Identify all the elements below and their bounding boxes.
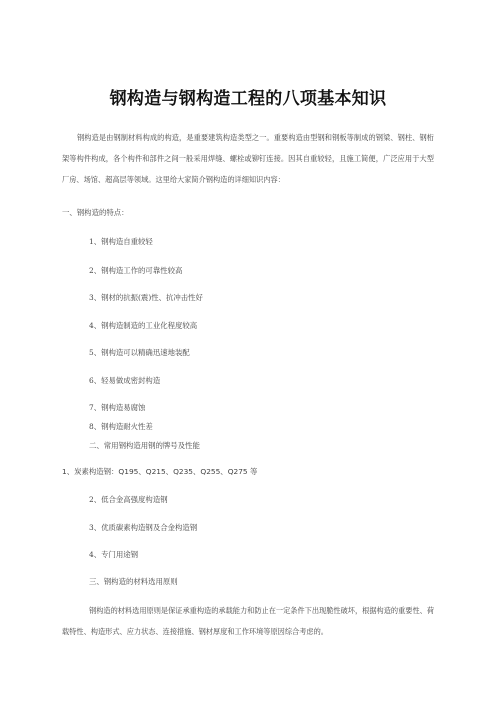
list-item: 4、钢构造制造的工业化程度较高 — [89, 321, 198, 330]
list-item: 3、钢材的抗振(震)性、抗冲击性好 — [89, 293, 203, 302]
section-2-heading: 二、常用钢构造用钢的牌号及性能 — [89, 441, 200, 450]
list-item: 1、炭素构造钢：Q195、Q215、Q235、Q255、Q275 等 — [62, 467, 258, 476]
list-item: 2、低合金高强度构造钢 — [89, 495, 168, 504]
list-item: 5、钢构造可以精确迅速地装配 — [89, 348, 190, 357]
section-1-heading: 一、钢构造的特点： — [62, 208, 129, 217]
document-title: 钢构造与钢构造工程的八项基本知识 — [109, 89, 387, 109]
list-item: 8、钢构造耐火性差 — [89, 422, 153, 431]
list-item: 1、钢构造自重较轻 — [89, 237, 153, 246]
section-3-heading: 三、钢构造的材料选用原则 — [89, 577, 178, 586]
list-item: 2、钢构造工作的可靠性较高 — [89, 266, 183, 275]
list-item: 3、优质碳素构造钢及合金构造钢 — [89, 523, 198, 532]
intro-paragraph: 钢构造是由钢制材料构成的构造，是重要建筑构造类型之一。重要构造由型钢和钢板等制成的钢梁、钢柱、钢桁架等构件构成，各个构件和部件之间一般采用焊缝、螺栓或铆钉连接。因其自重较轻，且施工简便，广泛应用于大型厂房、场馆、超高层等领域。这里给大家简介钢构造的详细知识内容： — [62, 133, 434, 184]
section-3-paragraph: 钢构造的材料选用原则是保证承重构造的承载能力和防止在一定条件下出现脆性破坏，根据构造的重要性、荷载特性、构造形式、应力状态、连接措施、钢材厚度和工作环境等原因综合考虑的。 — [62, 606, 435, 636]
list-item: 4、专门用途钢 — [89, 550, 139, 559]
list-item: 6、轻易做成密封构造 — [89, 376, 161, 385]
list-item: 7、钢构造易腐蚀 — [89, 403, 146, 412]
